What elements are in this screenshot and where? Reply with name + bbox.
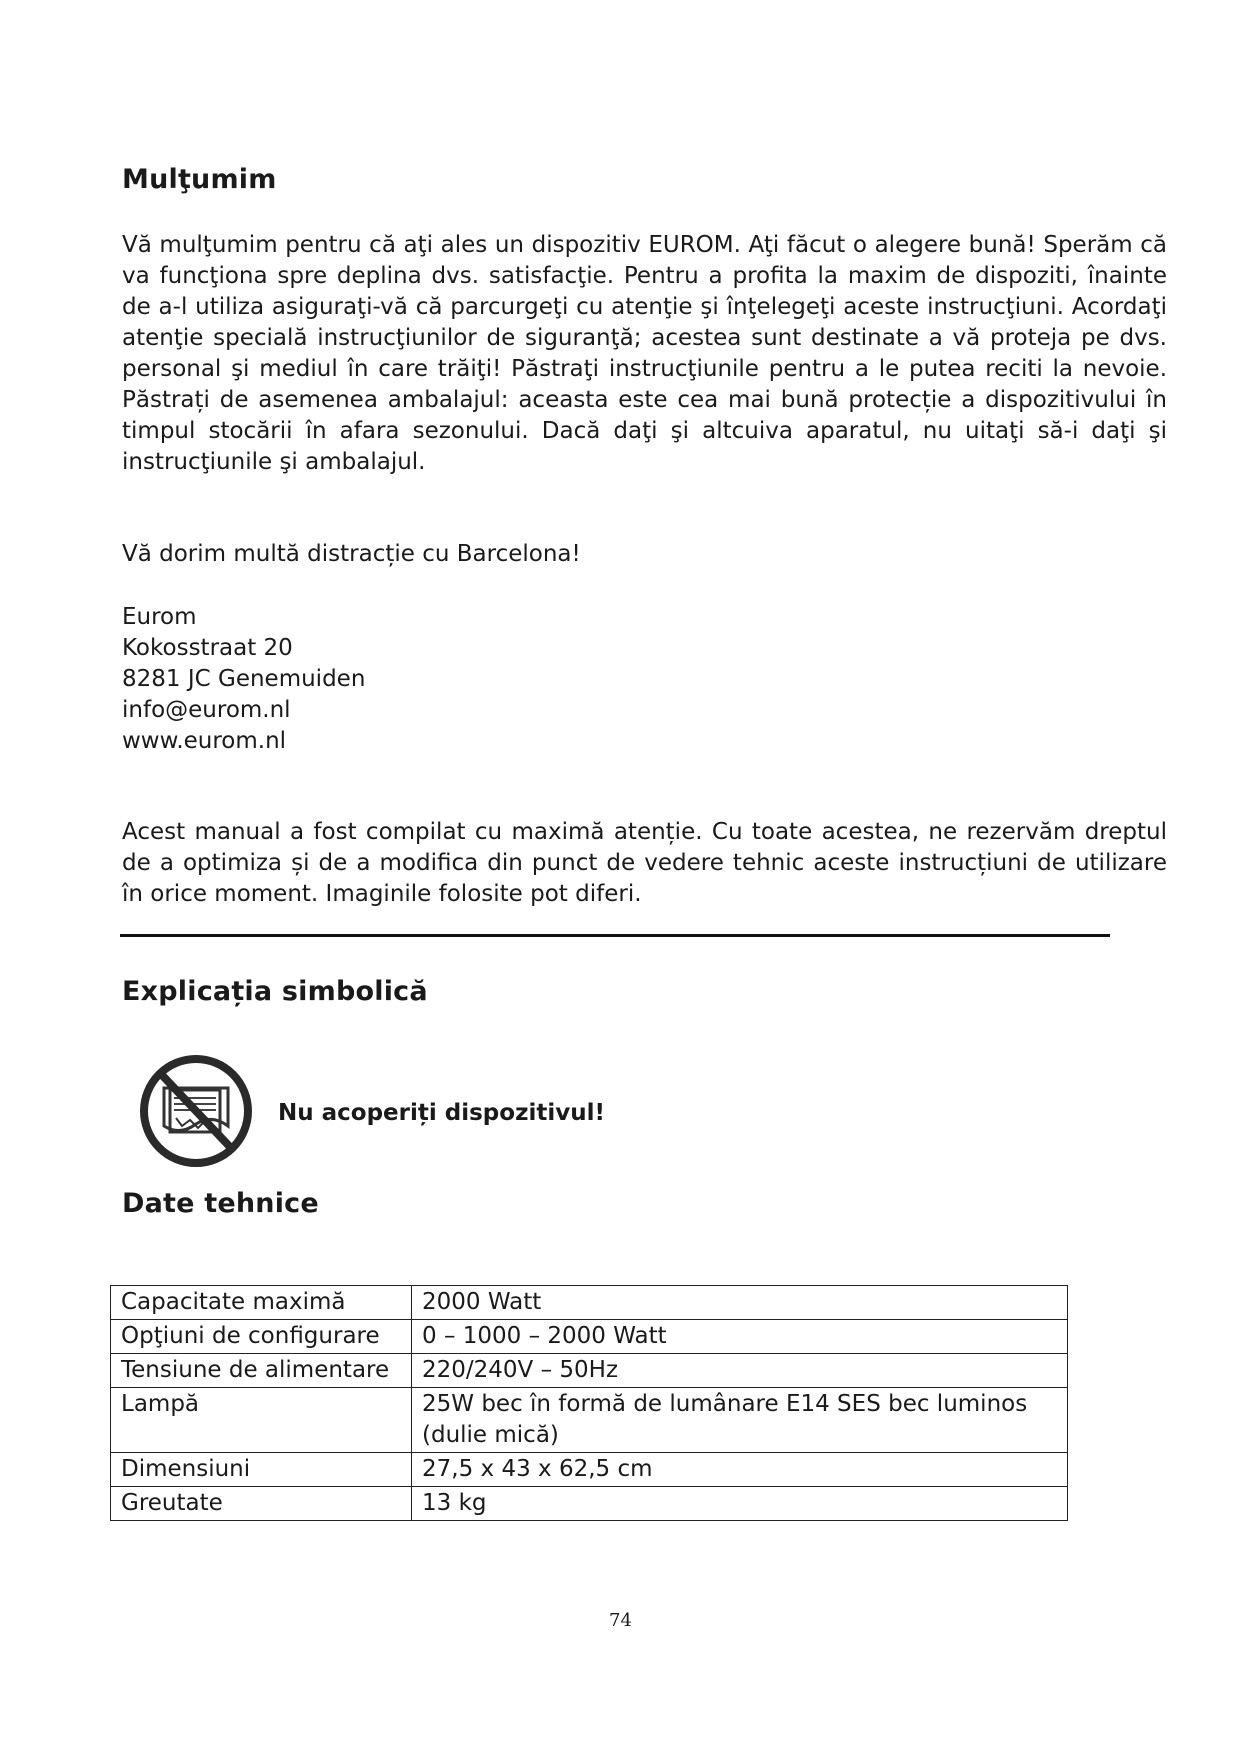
tech-label: Tensiune de alimentare xyxy=(111,1354,412,1388)
table-row xyxy=(111,1354,1068,1388)
symbols-heading: Explicația simbolică xyxy=(122,976,428,1007)
table-row xyxy=(111,1487,1068,1521)
tech-label: Dimensiuni xyxy=(111,1453,412,1487)
tech-heading: Date tehnice xyxy=(122,1188,319,1219)
enjoy-line: Vă dorim multă distracție cu Barcelona! xyxy=(122,541,581,567)
intro-paragraph: Vă mulţumim pentru că aţi ales un dispozitiv EUROM. Aţi făcut o alegere bună! Sperăm că va funcţiona spre deplina dvs. satisfacţie. Pentru a profita la maxim de dispoziti, înainte de a-l utiliza asiguraţi-vă că parcurgeţi cu atenţie şi înţelegeţi aceste instrucţiuni. Acordaţi atenţie specială instrucţiunilor de siguranţă; acestea sunt destinate a vă proteja pe dvs. personal şi mediul în care trăiţi! Păstraţi instrucţiunile pentru a le putea reciti la nevoie. Păstrați de asemenea ambalajul: aceasta este cea mai bună protecție a dispozitivului în timpul stocării în afara sezonului. Dacă daţi şi altcuiva aparatul, nu uitaţi să-i daţi şi instrucţiunile şi ambalajul. xyxy=(122,232,1167,475)
tech-value: 0 – 1000 – 2000 Watt xyxy=(412,1320,1068,1354)
tech-label: Capacitate maximă xyxy=(111,1286,412,1320)
tech-value: 13 kg xyxy=(412,1487,1068,1521)
address-company: Eurom xyxy=(122,604,197,630)
tech-value: 27,5 x 43 x 62,5 cm xyxy=(412,1453,1068,1487)
table-row xyxy=(111,1320,1068,1354)
symbol-item xyxy=(134,1052,834,1172)
tech-label: Opţiuni de configurare xyxy=(111,1320,412,1354)
section-divider xyxy=(120,934,1110,937)
table-row xyxy=(111,1388,1068,1453)
table-row xyxy=(111,1453,1068,1487)
tech-value: 25W bec în formă de lumânare E14 SES bec luminos (dulie mică) xyxy=(412,1388,1068,1453)
tech-value: 220/240V – 50Hz xyxy=(412,1354,1068,1388)
tech-label: Greutate xyxy=(111,1487,412,1521)
address-web: www.eurom.nl xyxy=(122,728,287,754)
address-email: info@eurom.nl xyxy=(122,697,291,723)
table-row xyxy=(111,1286,1068,1320)
address-street: Kokosstraat 20 xyxy=(122,635,293,661)
symbol-description: Nu acoperiți dispozitivul! xyxy=(278,1100,605,1126)
tech-table xyxy=(110,1285,1068,1521)
tech-value: 2000 Watt xyxy=(412,1286,1068,1320)
tech-label: Lampă xyxy=(111,1388,412,1453)
address-city: 8281 JC Genemuiden xyxy=(122,666,366,692)
page-number: 74 xyxy=(609,1610,632,1631)
company-address xyxy=(122,602,365,757)
thanks-heading: Mulţumim xyxy=(122,164,277,195)
do-not-cover-icon xyxy=(134,1052,258,1170)
disclaimer-paragraph: Acest manual a fost compilat cu maximă atenție. Cu toate acestea, ne rezervăm dreptul de a optimiza și de a modifica din punct de vedere tehnic aceste instrucțiuni de utilizare în orice moment. Imaginile folosite pot diferi. xyxy=(122,819,1167,907)
